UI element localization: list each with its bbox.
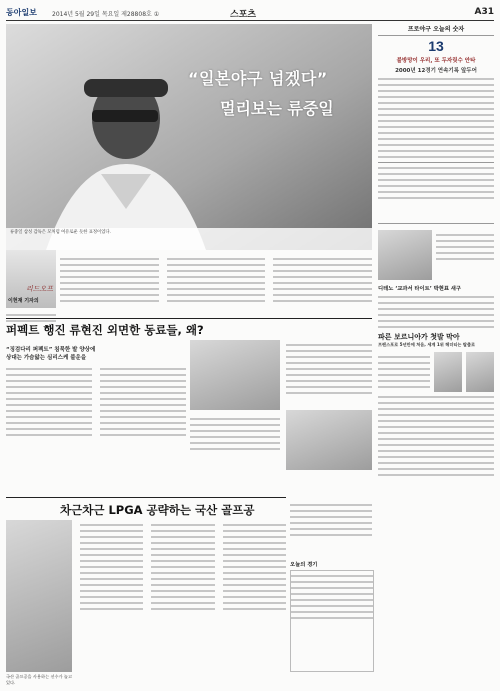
sidebar-mid-head-1: 디테노 ‘교과서 타이트’ 박현표 새구 — [378, 286, 462, 292]
sidebar — [378, 24, 494, 684]
sidebar-body-2 — [436, 230, 494, 280]
today-games-title: 오늘의 경기 — [290, 562, 318, 568]
third-story-col-3 — [223, 520, 286, 614]
main-story-col-4 — [273, 254, 372, 306]
sidebar-headline-2: 2000년 12경기 연속기록 앞두어 — [395, 68, 477, 74]
second-story-col-3 — [190, 414, 280, 454]
manager-figure-image — [6, 24, 372, 250]
third-story-col-2 — [151, 520, 214, 614]
page-header — [6, 6, 494, 21]
writer-name: 이헌재 기자의 — [8, 298, 39, 304]
second-story-col-4 — [286, 340, 372, 398]
third-story-photo-caption: 국산 골프공을 사용하는 선수가 늘고 있다. — [6, 674, 73, 685]
sidebar-photo-1 — [378, 230, 432, 280]
second-story-photo-2 — [286, 410, 372, 470]
section-divider — [6, 318, 372, 319]
second-story-subhead-1: “징검다리 퍼펙트” 침묵한 발 양상에 — [6, 347, 96, 353]
sidebar-number: 13 — [428, 38, 444, 54]
main-headline-line2: 멀리보는 류중일 — [220, 99, 334, 118]
sidebar-body-3 — [378, 296, 494, 328]
sidebar-mid-head-2: 파른 보르니아가 첫발 막아 — [378, 333, 460, 341]
today-games-table — [290, 570, 374, 672]
sidebar-stats-table — [378, 162, 494, 224]
second-story-col-1 — [6, 364, 92, 440]
second-story-headline: 퍼펙트 행진 류현진 외면한 동료들, 왜? — [6, 323, 204, 337]
second-story-body — [6, 364, 186, 440]
sidebar-headline-1: 불방망이 우리, 또 두자릿수 안타 — [396, 58, 476, 64]
main-photo — [6, 24, 372, 250]
main-headline-line1: “일본야구 넘겠다” — [188, 69, 328, 88]
issue-date: 2014년 5월 29일 목요일 제28808호 ① — [52, 11, 160, 18]
third-story-col-1 — [80, 520, 143, 614]
sidebar-photo-2 — [434, 352, 462, 392]
sidebar-body-4 — [378, 352, 430, 392]
main-story-col-3 — [167, 254, 266, 306]
sidebar-title: 프로야구 오늘의 숫자 — [378, 24, 494, 36]
newspaper-logo: 동아일보 — [6, 8, 37, 17]
section-divider-2 — [6, 497, 286, 498]
sidebar-photo-3 — [466, 352, 494, 392]
sidebar-body-1 — [378, 78, 494, 158]
page-number: A31 — [474, 7, 494, 17]
third-story-headline: 차근차근 LPGA 공략하는 국산 골프공 — [60, 503, 255, 517]
second-story-col-2 — [100, 364, 186, 440]
section-name: 스포츠 — [230, 10, 257, 20]
sidebar-mid-sub: 프랜스포로 5년만에 처음, 세계 1위 헤더티는 탈출로 — [378, 342, 476, 347]
second-story-photo — [190, 340, 280, 410]
sidebar-body-5 — [378, 396, 494, 476]
bottom-right-story — [290, 500, 372, 540]
writer-portrait — [6, 250, 56, 308]
third-story-body — [80, 520, 286, 614]
third-story-photo — [6, 520, 72, 672]
main-story-body — [60, 254, 372, 306]
main-story-col-2 — [60, 254, 159, 306]
second-story-subhead-2: 상대는 가슴앓는 심리스케 불운을 — [6, 355, 87, 361]
main-photo-caption: 류중일 삼성 감독은 모처럼 여유로운 듯한 표정이었다. — [6, 228, 372, 250]
writer-signature: 리드오프 — [26, 285, 54, 293]
